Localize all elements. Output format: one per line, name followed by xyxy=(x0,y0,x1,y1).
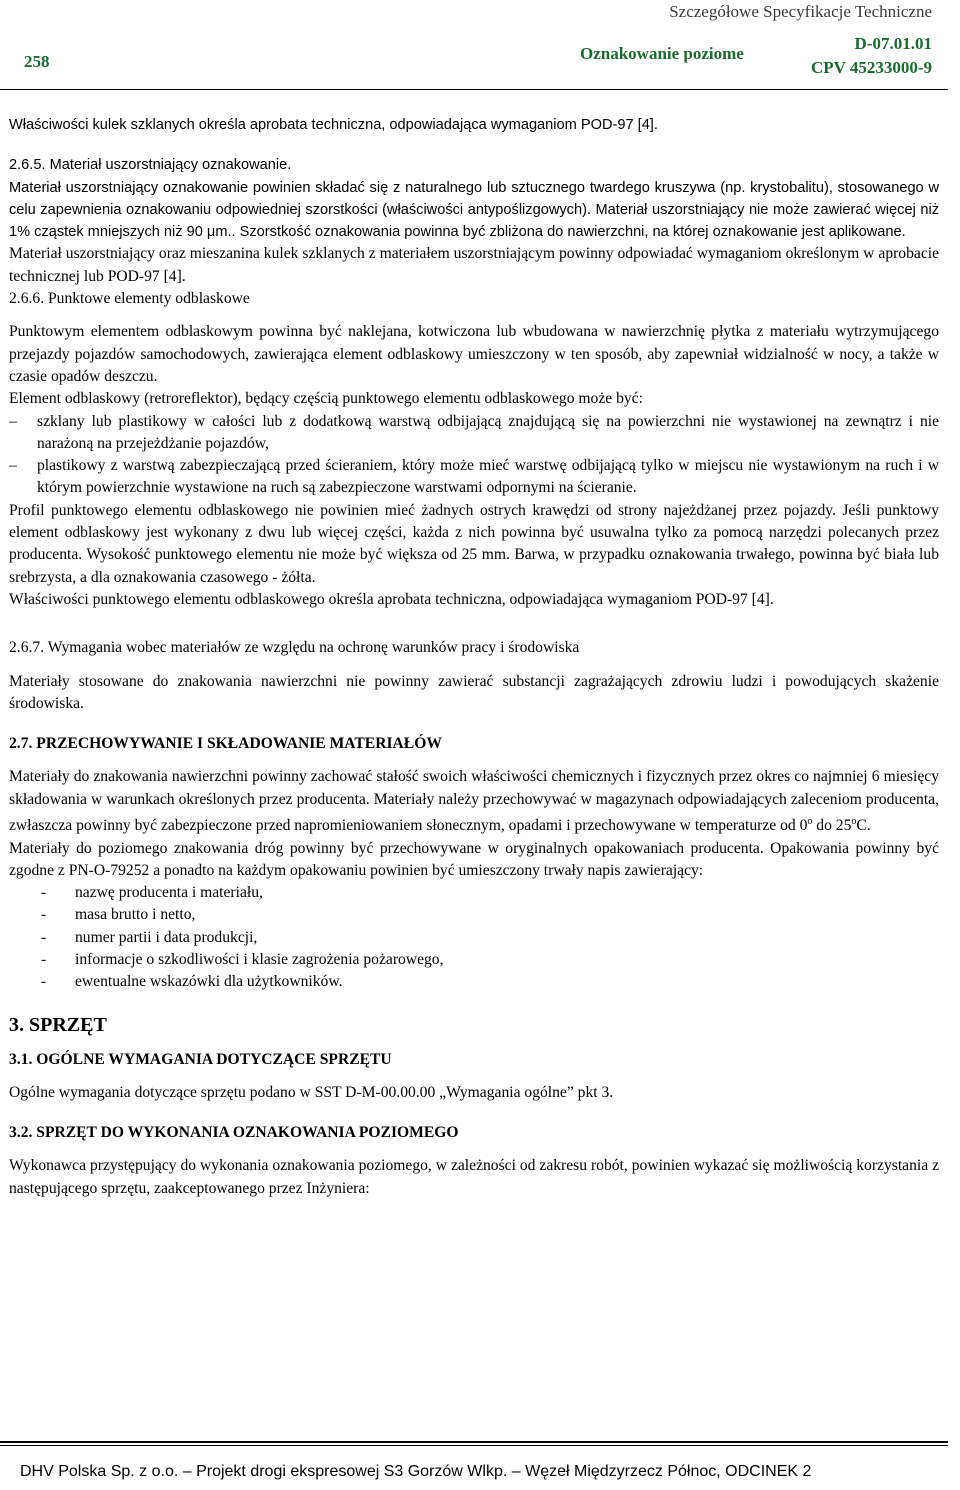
list-item: - masa brutto i netto, xyxy=(41,906,196,924)
list-item: – szklany lub plastikowy w całości lub z dodatkową warstwą odbijającą znajdującą się na powierzchni nie wystawionej na zewnątrz i nie narażoną na przejeżdżanie pojazdów, xyxy=(9,412,939,452)
chapter-heading: 3. SPRZĘT xyxy=(9,1013,107,1036)
paragraph: Punktowym elementem odblaskowym powinna być naklejana, kotwiczona lub wbudowana w nawierzchnię płytka z materiału wytrzymującego przejazdy pojazdów samochodowych, zawierająca element odblaskowy umieszczony w ten sposób, aby zapewniał widzialność w nocy, a także w czasie opadów deszczu. xyxy=(9,323,939,385)
document-body xyxy=(9,114,939,1200)
list-item: - ewentualne wskazówki dla użytkowników. xyxy=(41,973,343,991)
paragraph: Materiał uszorstniający oraz mieszanina kulek szklanych z materiałem uszorstniającym powinny odpowiadać wymaganiom określonym w aprobacie technicznej lub POD-97 [4]. xyxy=(9,245,939,285)
section-heading: 2.6.7. Wymagania wobec materiałów ze względu na ochronę warunków pracy i środowiska xyxy=(9,639,580,657)
doc-code: D-07.01.01 xyxy=(854,34,932,53)
list-item: - informacje o szkodliwości i klasie zagrożenia pożarowego, xyxy=(41,950,444,968)
paragraph: Materiały do znakowania nawierzchni powinny zachować stałość swoich właściwości chemicznych i fizycznych przez okres co najmniej 6 miesięcy składowania w warunkach określonych przez producenta. Materiały należy przechowywać w magazynach odpowiadających zaleceniom producenta, zwłaszcza powinny być zabezpieczone przed napromieniowaniem słonecznym, opadami i przechowywane w temperaturze od 0$^o$ do 25$^o$C. xyxy=(9,768,939,835)
paragraph: Materiał uszorstniający oznakowanie powinien składać się z naturalnego lub sztucznego twardego kruszywa (np. krystobalitu), stosowanego w celu zapewnienia oznakowaniu odpowiedniej szorstkości (właściwości antypoślizgowych). Materiał uszorstniający nie może zawierać więcej niż 1% cząstek mniejszych niż 90 μm.. Szorstkość oznakowania powinna być zbliżona do nawierzchni, na której oznakowanie jest aplikowane. xyxy=(9,179,939,241)
paragraph: Element odblaskowy (retroreflektor), będący częścią punktowego elementu odblaskowego może być: xyxy=(9,390,643,408)
section-heading: 2.7. PRZECHOWYWANIE I SKŁADOWANIE MATERIAŁÓW xyxy=(9,735,442,753)
page-footer: DHV Polska Sp. z o.o. – Projekt drogi ekspresowej S3 Gorzów Wlkp. – Węzeł Międzyrzecz Północ, ODCINEK 2 xyxy=(20,1463,812,1480)
dash-list xyxy=(9,411,939,500)
paragraph: Właściwości punktowego elementu odblaskowego określa aprobata techniczna, odpowiadająca wymaganiom POD-97 [4]. xyxy=(9,590,774,608)
paragraph: Właściwości kulek szklanych określa aprobata techniczna, odpowiadająca wymaganiom POD-97 [4]. xyxy=(9,117,658,133)
cpv-code: CPV 45233000-9 xyxy=(810,58,932,77)
list-item: - numer partii i data produkcji, xyxy=(41,928,258,946)
section-heading: 2.6.5. Materiał uszorstniający oznakowanie. xyxy=(9,157,292,174)
page-number: 258 xyxy=(24,52,50,71)
header-divider xyxy=(0,89,948,90)
list-item: – plastikowy z warstwą zabezpieczającą przed ścieraniem, który może mieć warstwę odbijającą tylko w miejscu nie wystawionym na ruch i w którym powierzchnie wystawione na ruch są zabezpieczone warstwami odpornymi na ścieranie. xyxy=(9,457,939,497)
paragraph: Materiały stosowane do znakowania nawierzchni nie powinny zawierać substancji zagrażających zdrowiu ludzi i powodujących skażenie środowiska. xyxy=(9,672,939,712)
paragraph: Profil punktowego elementu odblaskowego nie powinien mieć żadnych ostrych krawędzi od strony najeżdżanej przez pojazdy. Jeśli punktowy element odblaskowy jest wykonany z dwu lub więcej części, każda z nich powinna być usuwalna tylko za pomocą narzędzi polecanych przez producenta. Wysokość punktowego elementu nie może być większa od 25 mm. Barwa, w przypadku oznakowania trwałego, powinna być biała lub srebrzysta, a dla oznakowania czasowego - żółta. xyxy=(9,501,939,586)
paragraph: Wykonawca przystępujący do wykonania oznakowania poziomego, w zależności od zakresu robót, powinien wykazać się możliwością korzystania z następującego sprzętu, zaakceptowanego przez Inżyniera: xyxy=(9,1157,939,1197)
list-item: - nazwę producenta i materiału, xyxy=(41,884,263,902)
paragraph: Ogólne wymagania dotyczące sprzętu podano w SST D-M-00.00.00 „Wymagania ogólne” pkt 3. xyxy=(9,1083,614,1101)
section-heading: 3.2. SPRZĘT DO WYKONANIA OZNAKOWANIA POZIOMEGO xyxy=(9,1124,459,1142)
footer-divider xyxy=(0,1441,948,1443)
footer-divider-thin xyxy=(0,1445,948,1446)
hyphen-list xyxy=(9,882,939,993)
paragraph: Materiały do poziomego znakowania dróg powinny być przechowywane w oryginalnych opakowaniach producenta. Opakowania powinny być zgodne z PN-O-79252 a ponadto na każdym opakowaniu powinien być umieszczony trwały napis zawierający: xyxy=(9,839,939,879)
spec-title: Szczegółowe Specyfikacje Techniczne xyxy=(669,2,932,21)
section-heading: 2.6.6. Punktowe elementy odblaskowe xyxy=(9,290,250,308)
section-heading: 3.1. OGÓLNE WYMAGANIA DOTYCZĄCE SPRZĘTU xyxy=(9,1050,392,1068)
section-title: Oznakowanie poziome xyxy=(580,44,744,63)
